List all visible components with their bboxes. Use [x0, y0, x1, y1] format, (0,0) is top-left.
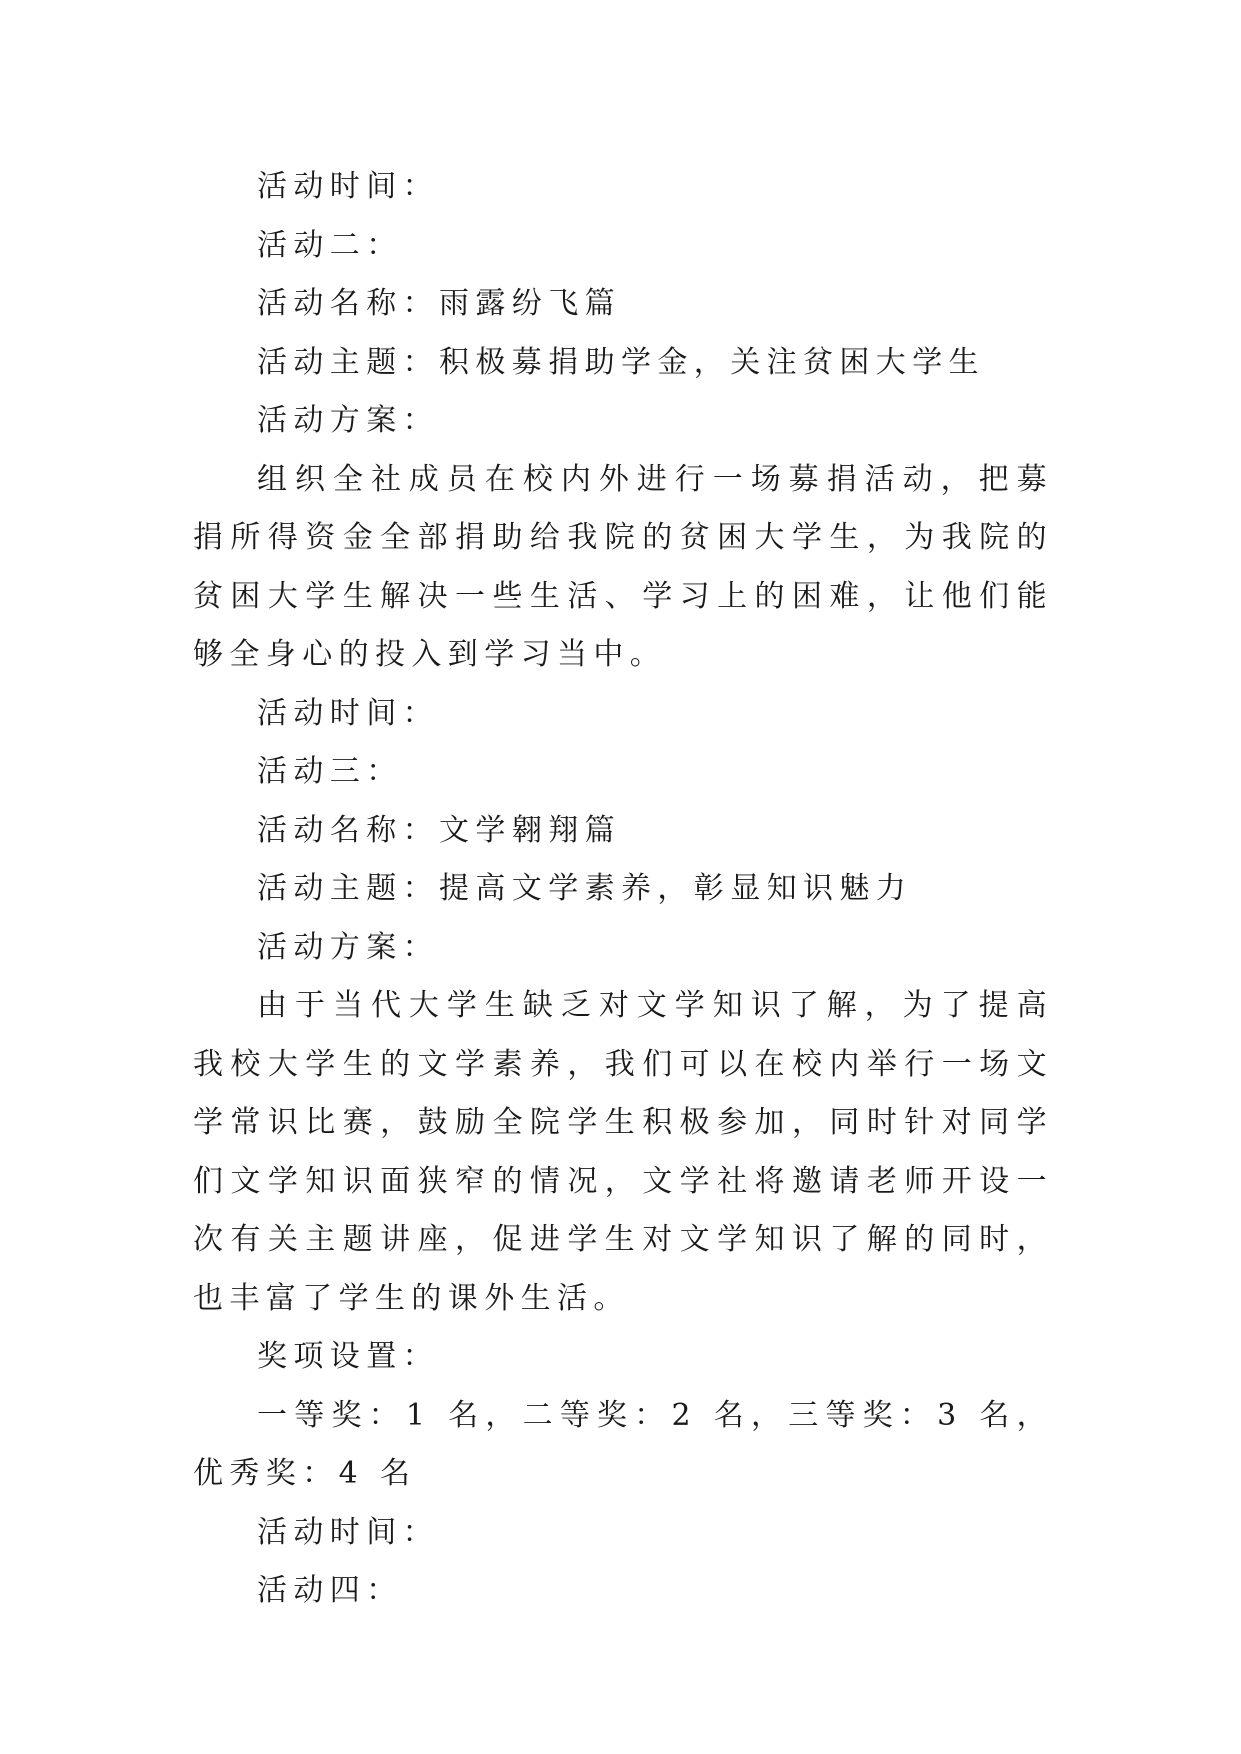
- activity-two-name: 活动名称：雨露纷飞篇: [257, 286, 621, 321]
- document-body: [193, 158, 1053, 1621]
- activity-time-label: 活动时间：: [257, 169, 439, 204]
- activity-four-heading: 活动四：: [257, 1573, 403, 1608]
- awards-heading: 奖项设置：: [257, 1339, 439, 1374]
- activity-two-plan-label: 活动方案：: [257, 403, 439, 438]
- activity-three-time-label: 活动时间：: [257, 1514, 439, 1550]
- activity-three-theme: 活动主题：提高文学素养，彰显知识魅力: [257, 871, 913, 906]
- activity-two-plan-paragraph: 组织全社成员在校内外进行一场募捐活动，把募捐所得资金全部捐助给我院的贫困大学生，为我院的贫困大学生解决一些生活、学习上的困难，让他们能够全身心的投入到学习当中。: [193, 461, 1053, 672]
- activity-three-heading: 活动三：: [257, 754, 403, 789]
- activity-three-plan-paragraph: 由于当代大学生缺乏对文学知识了解，为了提高我校大学生的文学素养，我们可以在校内举行一场文学常识比赛，鼓励全院学生积极参加，同时针对同学们文学知识面狭窄的情况，文学社将邀请老师开设一次有关主题讲座，促进学生对文学知识了解的同时，也丰富了学生的课外生活。: [193, 988, 1053, 1316]
- activity-two-time-label: 活动时间：: [257, 695, 439, 731]
- awards-paragraph: 一等奖：1 名，二等奖：2 名，三等奖：3 名，优秀奖：4 名: [193, 1397, 1053, 1491]
- activity-two-theme: 活动主题：积极募捐助学金，关注贫困大学生: [257, 344, 985, 380]
- activity-three-name: 活动名称：文学翱翔篇: [257, 812, 621, 848]
- activity-two-heading: 活动二：: [257, 227, 403, 263]
- activity-three-plan-label: 活动方案：: [257, 929, 439, 965]
